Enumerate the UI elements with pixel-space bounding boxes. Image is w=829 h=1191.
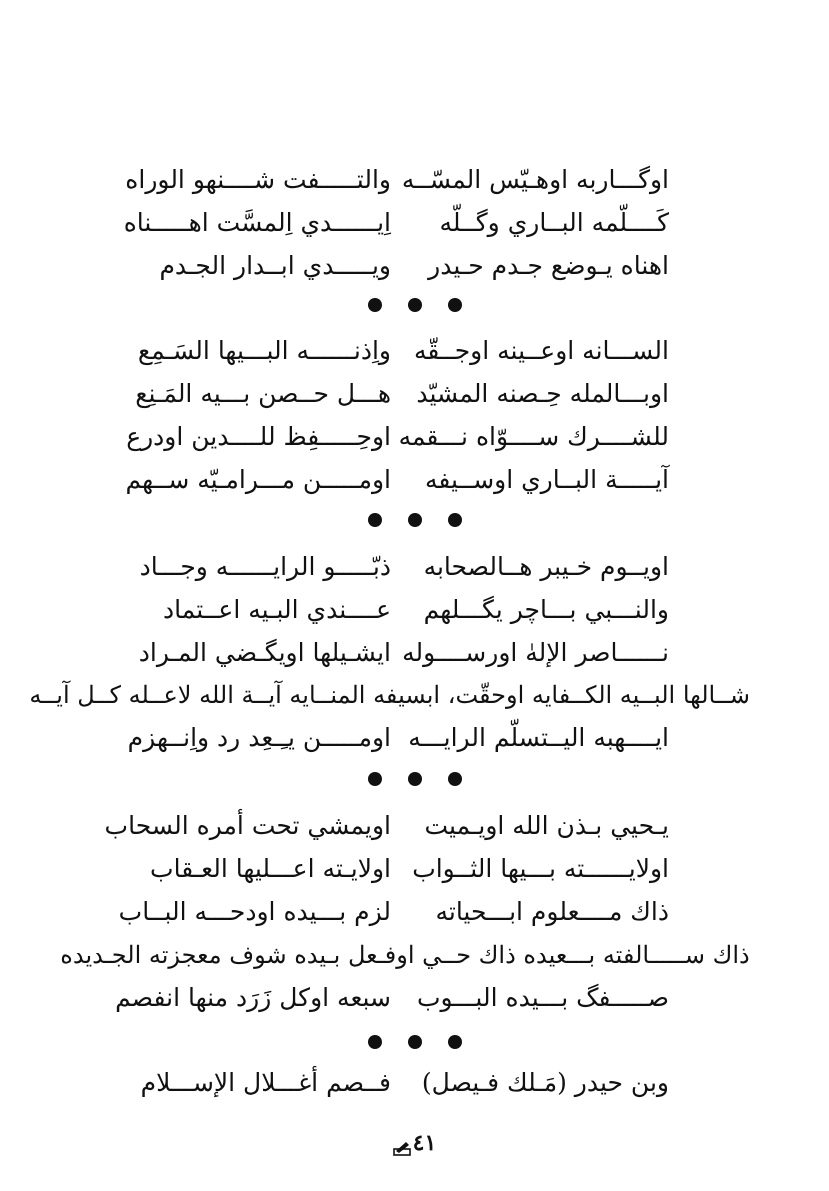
divider-dot xyxy=(368,1035,382,1049)
pen-icon xyxy=(393,1136,411,1152)
divider-dot xyxy=(368,513,382,527)
verse-first-hemistich: وبن حيدر (مَـلك فـيصل) xyxy=(421,1068,669,1097)
verse-line xyxy=(0,716,829,760)
divider-dot xyxy=(408,513,422,527)
verse-line xyxy=(0,847,829,891)
verse-line xyxy=(0,545,829,589)
divider-dot xyxy=(448,1035,462,1049)
divider-dot xyxy=(408,298,422,312)
verse-second-hemistich: اومـــــن مـــرامـيّه ســهم xyxy=(125,465,391,494)
verse-second-hemistich: اوحِـــــفِظ للــــدين اودرع xyxy=(126,422,391,451)
verse-line xyxy=(0,415,829,459)
verse-second-hemistich: سبعه اوكل زَرَد منها انفصم xyxy=(115,983,391,1012)
verse-line xyxy=(0,588,829,632)
verse-first-hemistich: الســـانه اوعــينه اوجــقّه xyxy=(414,336,669,365)
divider-dot xyxy=(408,1035,422,1049)
verse-second-hemistich: هـــل حــصن بـــيه المَـنِع xyxy=(135,379,391,408)
verse-line xyxy=(0,158,829,202)
verse-first-hemistich: آيـــــة البــاري اوســيفه xyxy=(424,465,669,494)
verse-wide-line: شــالها البــيه الكــفايه اوحقّت، ابسيفه المنــايه آيــة الله لاعــله كــل آيــه xyxy=(29,681,750,709)
verse-first-hemistich: يـحيي بـذن الله اويـميت xyxy=(424,811,669,840)
stanza-divider xyxy=(0,1030,829,1054)
verse-first-hemistich: ذاك مــــعلوم ابـــحياته xyxy=(435,897,669,926)
verse-second-hemistich: اِيــــــدي اِلمسَّت اهـــــناه xyxy=(123,208,391,237)
divider-dot xyxy=(408,772,422,786)
verse-second-hemistich: ويـــــدي ابــدار الجـدم xyxy=(159,251,391,280)
verse-line xyxy=(0,890,829,934)
verse-first-hemistich: ايــــهبه اليــتسلّم الرايـــه xyxy=(408,723,669,752)
verse-second-hemistich: والتـــــفت شــــنهو الوراه xyxy=(125,165,391,194)
verse-first-hemistich: اولايــــــته بـــيها الثــواب xyxy=(412,854,669,883)
divider-dot xyxy=(448,772,462,786)
divider-dot xyxy=(448,513,462,527)
page-number xyxy=(0,1130,829,1156)
verse-first-hemistich: والنـــبي بـــاچر يگـــلهم xyxy=(423,595,669,624)
verse-line xyxy=(0,631,829,675)
verse-first-hemistich: اويــوم خـيبر هــالصحابه xyxy=(423,552,669,581)
verse-second-hemistich: اولايـته اعـــليها العـقاب xyxy=(150,854,391,883)
verse-second-hemistich: اويمشي تحت أمره السحاب xyxy=(104,811,391,840)
verse-second-hemistich: فــصم أغـــلال الإســـلام xyxy=(140,1068,391,1097)
verse-first-hemistich: اهناه يـوضع جـدم حـيدر xyxy=(428,251,669,280)
verse-second-hemistich: لزم بـــيده اودحـــه البــاب xyxy=(118,897,391,926)
verse-line xyxy=(0,201,829,245)
page-number-value: ٤١ xyxy=(412,1130,437,1156)
verse-first-hemistich: نــــــاصر الإلهٰ اورســــوله xyxy=(402,638,669,667)
verse-line xyxy=(0,1061,829,1105)
verse-first-hemistich: اوبـــالمله حِـصنه المشيّد xyxy=(416,379,669,408)
verse-line xyxy=(0,458,829,502)
verse-first-hemistich: للشــــرك ســــوّاه نـــقمه xyxy=(398,422,669,451)
stanza-divider xyxy=(0,767,829,791)
verse-wide-line: ذاك ســـــالفته بـــعيده ذاك حــي اوفـعل بـيده شوف معجزته الجـديده xyxy=(60,941,750,969)
verse-second-hemistich: اومـــــن يـِـعِد رد واِنــهزم xyxy=(127,723,391,752)
verse-first-hemistich: كَــــلّمه البــاري وگــلّه xyxy=(439,208,669,237)
verse-first-hemistich: اوگـــاربه اوهـيّس المسّــه xyxy=(401,165,669,194)
verse-line xyxy=(0,976,829,1020)
verse-first-hemistich: صـــــفگ بـــيده البـــوب xyxy=(417,983,669,1012)
verse-line xyxy=(0,372,829,416)
verse-second-hemistich: ايشـيلها اويگـضي المـراد xyxy=(138,638,391,667)
divider-dot xyxy=(368,772,382,786)
verse-line xyxy=(0,244,829,288)
verse-second-hemistich: ذبّـــــو الرايــــــه وجـــاد xyxy=(139,552,391,581)
verse-second-hemistich: عــــندي البـيه اعــتماد xyxy=(163,595,391,624)
divider-dot xyxy=(448,298,462,312)
verse-line xyxy=(0,329,829,373)
verse-second-hemistich: واِذنــــــه البـــيها السَـمِع xyxy=(137,336,391,365)
stanza-divider xyxy=(0,293,829,317)
verse-line xyxy=(0,804,829,848)
divider-dot xyxy=(368,298,382,312)
stanza-divider xyxy=(0,508,829,532)
